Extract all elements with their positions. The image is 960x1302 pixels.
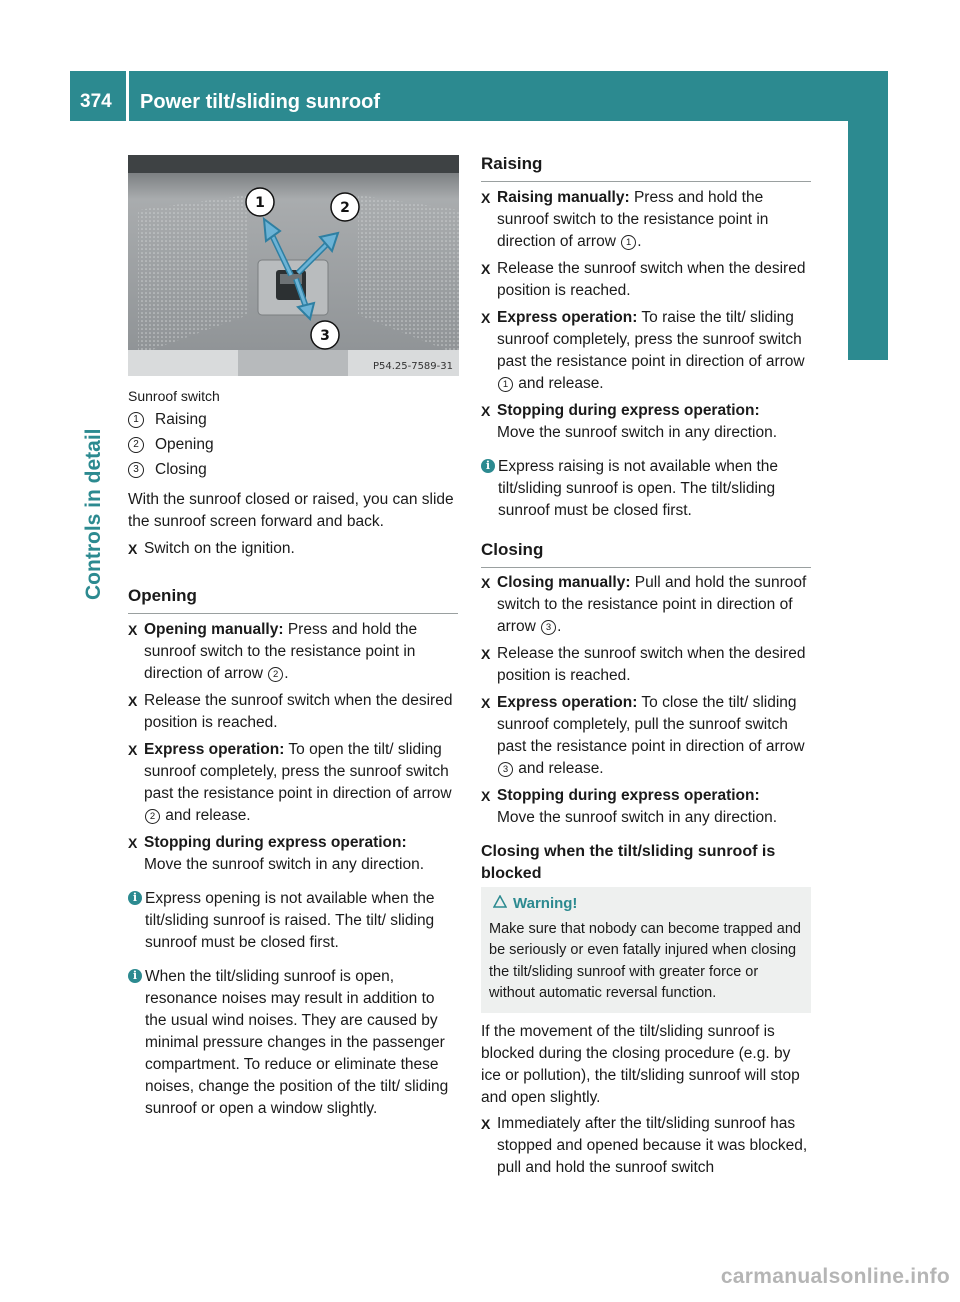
step-bold: Closing manually: xyxy=(497,574,631,591)
step-text: To raise the tilt/ sliding sunroof completely, press the sunroof switch past the resistance point in direction of arrow xyxy=(497,309,805,370)
legend-label: Closing xyxy=(155,460,207,478)
step-text: Move the sunroof switch in any direction. xyxy=(497,809,777,826)
side-section-label-text: Controls in detail xyxy=(82,428,105,600)
legend-item xyxy=(128,407,460,432)
sunroof-switch-illustration xyxy=(128,155,459,376)
figure-code: P54.25-7589-31 xyxy=(372,361,453,372)
raising-steps xyxy=(481,187,813,522)
raising-step-3 xyxy=(481,307,813,395)
legend-item xyxy=(128,457,460,482)
step-text: Pull and hold the sunroof switch to the resistance point in direction of arrow xyxy=(497,574,807,635)
callout-3: 3 xyxy=(320,328,330,344)
step-bold: Express operation: xyxy=(497,694,638,711)
side-section-label xyxy=(83,370,107,600)
opening-info-1 xyxy=(128,888,460,954)
section-heading-closing: Closing xyxy=(481,539,811,568)
info-icon: i xyxy=(481,459,495,473)
step-text: Move the sunroof switch in any direction. xyxy=(144,856,424,873)
sunroof-switch-photo xyxy=(128,155,459,376)
step-bold: Raising manually: xyxy=(497,189,630,206)
section-heading-opening: Opening xyxy=(128,585,458,614)
number-3-icon: 3 xyxy=(128,462,144,478)
closing-step-2 xyxy=(481,643,813,687)
opening-info-2 xyxy=(128,966,460,1120)
closing-step-3 xyxy=(481,692,813,780)
step-text: and release. xyxy=(514,375,604,392)
warning-text: Make sure that nobody can become trapped and be seriously or even fatally injured when closing the tilt/sliding sunroof with greater force or without automatic reversal function. xyxy=(489,920,801,1001)
step-text: Press and hold the sunroof switch to the resistance point in direction of arrow xyxy=(144,621,418,682)
step-text: . xyxy=(557,618,562,635)
step-text: and release. xyxy=(514,760,604,777)
step-marker-icon: X xyxy=(128,622,138,638)
raising-step-4 xyxy=(481,400,813,444)
step-text: . xyxy=(637,233,642,250)
step-marker-icon: X xyxy=(481,261,491,277)
step-marker-icon: X xyxy=(128,742,138,758)
step-marker-icon: X xyxy=(481,403,491,419)
info-text: Express opening is not available when the tilt/sliding sunroof is raised. The tilt/ sliding sunroof must be closed first. xyxy=(145,890,435,951)
section-heading-raising: Raising xyxy=(481,153,811,182)
step-text: Move the sunroof switch in any direction. xyxy=(497,424,777,441)
opening-step-3 xyxy=(128,739,460,827)
callout-2: 2 xyxy=(340,200,350,216)
number-3-icon: 3 xyxy=(541,620,556,635)
number-1-icon: 1 xyxy=(498,377,513,392)
number-2-icon: 2 xyxy=(145,809,160,824)
step-bold: Stopping during express operation: xyxy=(497,402,760,419)
step-marker-icon: X xyxy=(128,835,138,851)
blocked-step xyxy=(481,1113,813,1179)
step-marker-icon: X xyxy=(128,541,138,557)
step-text: Release the sunroof switch when the desired position is reached. xyxy=(497,260,806,299)
step-marker-icon: X xyxy=(481,695,491,711)
step-marker-icon: X xyxy=(481,646,491,662)
legend-label: Opening xyxy=(155,435,214,453)
warning-box xyxy=(481,887,811,1013)
legend-label: Raising xyxy=(155,410,207,428)
legend-list xyxy=(128,407,460,482)
warning-title-text: Warning! xyxy=(513,895,578,912)
opening-step-4 xyxy=(128,832,460,876)
step-text: and release. xyxy=(161,807,251,824)
step-marker-icon: X xyxy=(481,788,491,804)
step-marker-icon: X xyxy=(481,1116,491,1132)
intro-paragraph: With the sunroof closed or raised, you can slide the sunroof screen forward and back. xyxy=(128,491,454,530)
step-text: Immediately after the tilt/sliding sunroof has stopped and opened because it was blocked, pull and hold the sunroof switch xyxy=(497,1115,808,1176)
info-text: Express raising is not available when the tilt/sliding sunroof is open. The tilt/sliding sunroof must be closed first. xyxy=(498,458,779,519)
callout-1: 1 xyxy=(255,195,265,211)
legend-item xyxy=(128,432,460,457)
warning-triangle-icon xyxy=(493,895,507,908)
step-text: Release the sunroof switch when the desired position is reached. xyxy=(144,692,453,731)
step-bold: Stopping during express operation: xyxy=(144,834,407,851)
number-2-icon: 2 xyxy=(268,667,283,682)
step-marker-icon: X xyxy=(481,575,491,591)
info-icon: i xyxy=(128,969,142,983)
step-text: To open the tilt/ sliding sunroof completely, press the sunroof switch past the resistance point in direction of arrow xyxy=(144,741,452,802)
number-2-icon: 2 xyxy=(128,437,144,453)
side-tab-band xyxy=(848,121,888,360)
warning-title xyxy=(489,893,803,915)
blocked-paragraph: If the movement of the tilt/sliding sunroof is blocked during the closing procedure (e.g. by ice or pollution), the tilt/sliding sunroof will stop and open slightly. xyxy=(481,1023,800,1106)
opening-step-2 xyxy=(128,690,460,734)
step-text: To close the tilt/ sliding sunroof completely, pull the sunroof switch past the resistance point in direction of arrow xyxy=(497,694,805,755)
raising-step-1 xyxy=(481,187,813,253)
header-separator xyxy=(126,71,129,121)
step-text: Release the sunroof switch when the desired position is reached. xyxy=(497,645,806,684)
step-text: Switch on the ignition. xyxy=(144,540,295,557)
number-3-icon: 3 xyxy=(498,762,513,777)
closing-steps xyxy=(481,572,813,829)
step-bold: Opening manually: xyxy=(144,621,284,638)
step-marker-icon: X xyxy=(481,310,491,326)
page-number: 374 xyxy=(80,91,112,112)
step-ignition xyxy=(128,538,460,560)
raising-step-2 xyxy=(481,258,813,302)
opening-step-1 xyxy=(128,619,460,685)
step-marker-icon: X xyxy=(128,693,138,709)
step-bold: Express operation: xyxy=(497,309,638,326)
number-1-icon: 1 xyxy=(128,412,144,428)
info-text: When the tilt/sliding sunroof is open, resonance noises may result in addition to the usual wind noises. They are caused by minimal pressure changes in the passenger compartment. To reduce or eliminate these noises, change the position of the tilt/ sliding sunroof or open a window slightly. xyxy=(145,968,449,1117)
closing-step-1 xyxy=(481,572,813,638)
step-text: . xyxy=(284,665,289,682)
closing-step-4 xyxy=(481,785,813,829)
number-1-icon: 1 xyxy=(621,235,636,250)
figure-caption: Sunroof switch xyxy=(128,388,220,404)
step-bold: Stopping during express operation: xyxy=(497,787,760,804)
watermark: carmanualsonline.info xyxy=(720,1265,950,1288)
step-bold: Express operation: xyxy=(144,741,285,758)
opening-steps xyxy=(128,619,460,1120)
raising-info xyxy=(481,456,813,522)
step-marker-icon: X xyxy=(481,190,491,206)
info-icon: i xyxy=(128,891,142,905)
page-title: Power tilt/sliding sunroof xyxy=(140,91,380,113)
section-heading-blocked: Closing when the tilt/sliding sunroof is blocked xyxy=(481,843,776,882)
step-text: Press and hold the sunroof switch to the resistance point in direction of arrow xyxy=(497,189,769,250)
